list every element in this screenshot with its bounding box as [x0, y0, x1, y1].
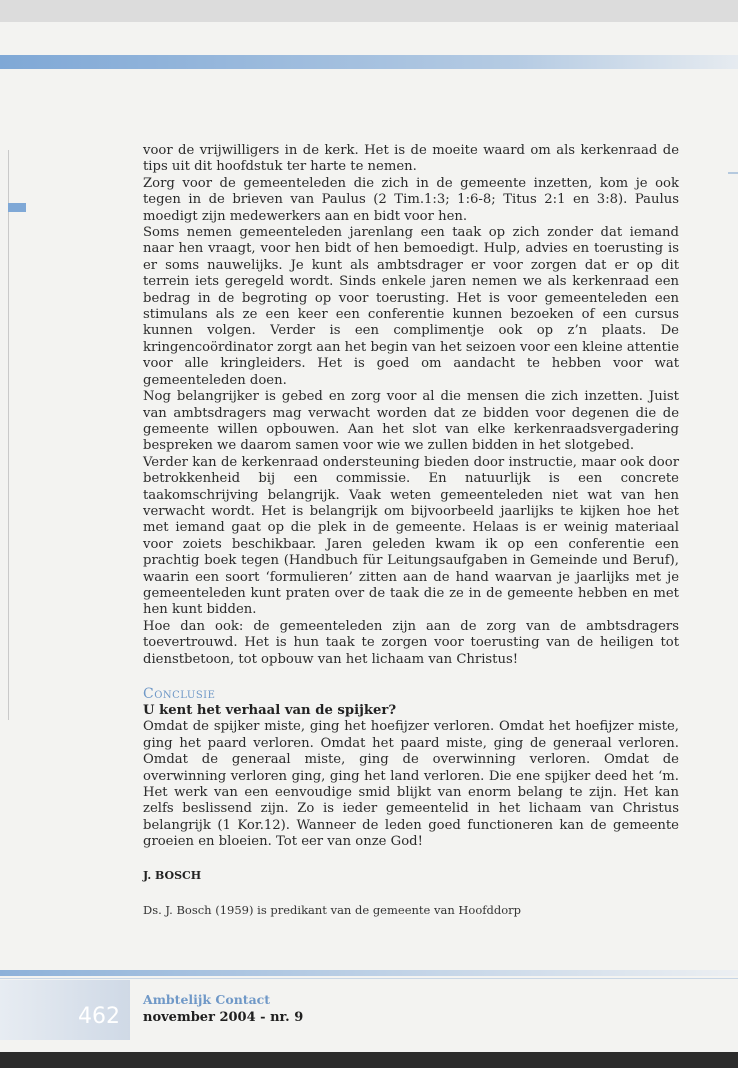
- conclusion-paragraph: Omdat de spijker miste, ging het hoefijzer verloren. Omdat het hoefijzer miste, ging het paard verloren. Omdat het paard miste, ging de generaal verloren. Omdat de generaal miste, ging de overwinning verloren. Omdat de overwinning verloren ging, ging het land verloren. Die ene spijker deed het ‘m. Het werk van een eenvoudige smid blijkt van enorm belang te zijn. Het kan zelfs beslissend zijn. Zo is ieder gemeentelid in het lichaam van Christus belangrijk (1 Kor.12). Wanneer de leden goed functioneren kan de gemeente groeien en bloeien. Tot eer van onze God!: [143, 719, 679, 850]
- page-number: 462: [0, 980, 130, 1040]
- article-body: [143, 143, 679, 917]
- header-color-band: [0, 55, 738, 69]
- paragraph-5: Verder kan de kerkenraad ondersteuning bieden door instructie, maar ook door betrokkenheid bij een commissie. En natuurlijk is een concrete taakomschrijving belangrijk. Vaak weten gemeenteleden niet wat van hen verwacht wordt. Het is belangrijk om bijvoorbeeld jaarlijks te kijken hoe het met iemand gaat op die plek in de gemeente. Helaas is er weinig materiaal voor zoiets beschikbaar. Jaren geleden kwam ik op een conferentie een prachtig boek tegen (Handbuch für Leitungsaufgaben in Gemeinde und Beruf), waarin een soort ‘formulieren’ zitten aan de hand waarvan je jaarlijks met je gemeenteleden kunt praten over de taak die ze in de gemeente hebben en met hen kunt bidden.: [143, 454, 679, 618]
- author-name: J. BOSCH: [143, 868, 202, 882]
- paragraph-2: Zorg voor de gemeenteleden die zich in de gemeente inzetten, kom je ook tegen in de brieven van Paulus (2 Tim.1:3; 1:6-8; Titus 2:1 en 3:8). Paulus moedigt zijn medewerkers aan en bidt voor hen.: [143, 175, 679, 224]
- paragraph-3: Soms nemen gemeenteleden jarenlang een taak op zich zonder dat iemand naar hen vraagt, voor hen bidt of hen bemoedigt. Hulp, advies en toerusting is er soms nauwelijks. Je kunt als ambtsdrager er voor zorgen dat er op dit terrein iets geregeld wordt. Sinds enkele jaren nemen we als kerkenraad een bedrag in de begroting op voor toerusting. Het is voor gemeenteleden een stimulans als ze een keer een conferentie kunnen bezoeken of een cursus kunnen volgen. Verder is een complimentje ook op z’n plaats. De kringencoördinator zorgt aan het begin van het seizoen voor een kleine attentie voor alle kringleiders. Het is goed om aandacht te hebben voor wat gemeenteleden doen.: [143, 225, 679, 388]
- margin-rule: [8, 150, 9, 720]
- paragraph-1: voor de vrijwilligers in de kerk. Het is de moeite waard om als kerkenraad de tips uit dit hoofdstuk ter harte te nemen.: [143, 143, 679, 175]
- author-bio: Ds. J. Bosch (1959) is predikant van de gemeente van Hoofddorp: [143, 902, 522, 917]
- paragraph-4: Nog belangrijker is gebed en zorg voor al die mensen die zich inzetten. Juist van ambtsdragers mag verwacht worden dat ze bidden voor degenen die de gemeente willen opbouwen. Aan het slot van elke kerkenraadsvergadering bespreken we daarom samen voor wie we zullen bidden in het slotgebed.: [143, 389, 679, 454]
- conclusion-subheading: U kent het verhaal van de spijker?: [143, 703, 397, 718]
- publication-title: Ambtelijk Contact: [143, 992, 271, 1007]
- footer-rule: [0, 978, 738, 979]
- paragraph-6: Hoe dan ook: de gemeenteleden zijn aan de zorg van de ambtsdragers toevertrouwd. Het is hun taak te zorgen voor toerusting van de heiligen tot dienstbetoon, tot opbouw van het lichaam van Christus!: [143, 618, 679, 667]
- scan-top-edge: [0, 0, 738, 22]
- margin-accent-mark: [8, 203, 26, 212]
- footer-color-band: [0, 970, 738, 976]
- scan-bottom-edge: [0, 1052, 738, 1068]
- right-edge-mark: [728, 172, 738, 174]
- issue-info: november 2004 - nr. 9: [143, 1010, 304, 1025]
- conclusion-heading: Conclusie: [143, 686, 216, 702]
